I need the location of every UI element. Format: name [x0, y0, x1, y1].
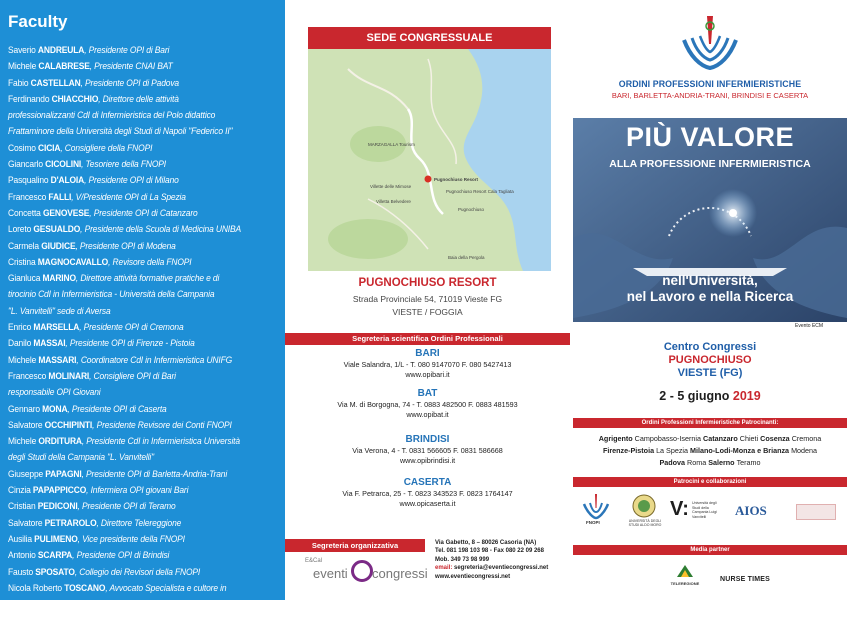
- faculty-role: , Presidente OPI di Firenze - Pistoia: [65, 338, 195, 349]
- faculty-first-name: Loreto: [8, 224, 34, 235]
- faculty-member: [8, 547, 284, 563]
- faculty-member: [8, 384, 284, 400]
- map-label-resort: Pugnochiuso Resort: [434, 177, 479, 182]
- middle-panel: [285, 0, 570, 600]
- patron-name: Chieti: [739, 434, 761, 443]
- resort-address: Strada Provinciale 54, 71019 Vieste FG: [352, 294, 503, 304]
- faculty-role: "L. Vanvitelli" sede di Aversa: [8, 305, 111, 316]
- logo-circle-icon: [351, 560, 373, 582]
- faculty-member: [8, 515, 284, 531]
- nurse-times-logo: [720, 568, 780, 584]
- office-address: Via F. Petrarca, 25 - T. 0823 343523 F. 0823 1764147: [342, 489, 513, 498]
- faculty-role: , Vice presidente della FNOPI: [77, 533, 185, 544]
- faculty-member: [8, 172, 284, 188]
- faculty-first-name: Michele: [8, 436, 39, 447]
- faculty-member: [8, 221, 284, 237]
- faculty-first-name: Cristian: [8, 501, 38, 512]
- faculty-member: [8, 107, 284, 123]
- map-label-baia: Baia della Pergola: [448, 255, 485, 260]
- faculty-role: , Direttore Telereggione: [96, 517, 182, 528]
- media-partner-title: Media partner: [573, 545, 847, 555]
- faculty-first-name: Concetta: [8, 207, 43, 218]
- faculty-first-name: Michele: [8, 61, 39, 72]
- patron-name: Milano-Lodi-Monza e Brianza: [690, 446, 792, 455]
- aios-logo: [735, 502, 779, 522]
- faculty-first-name: Gianluca: [8, 273, 43, 284]
- org-email-label: email:: [435, 565, 453, 572]
- faculty-last-name: CALABRESE: [38, 61, 90, 72]
- venue-map: [308, 49, 551, 271]
- office-bat: [285, 387, 570, 420]
- office-address: Via Verona, 4 - T. 0831 566605 F. 0831 586668: [352, 446, 503, 455]
- fnopi-caption: FNOPI: [586, 520, 600, 525]
- faculty-first-name: Ferdinando: [8, 93, 52, 104]
- faculty-member: [8, 531, 284, 547]
- faculty-role: diritto del lavoro UNIBA: [8, 599, 93, 610]
- faculty-first-name: Francesco: [8, 191, 49, 202]
- patron-name: Campobasso-Isernia: [634, 434, 703, 443]
- faculty-last-name: ANDREULA: [37, 45, 85, 55]
- faculty-last-name: PETRAROLO: [44, 517, 97, 528]
- congress-place: PUGNOCHIUSO: [668, 354, 752, 366]
- patron-name: Teramo: [736, 458, 761, 467]
- faculty-member: [8, 140, 284, 156]
- faculty-last-name: MONA: [42, 403, 68, 414]
- faculty-last-name: CHIACCHIO: [51, 93, 99, 104]
- faculty-role: , Presidente OPI di Brindisi: [72, 550, 170, 561]
- uniba-seal-icon: [632, 494, 656, 518]
- faculty-first-name: Giuseppe: [8, 468, 46, 479]
- faculty-member: [8, 91, 284, 107]
- patron-name: Salerno: [708, 458, 737, 467]
- faculty-last-name: MASSARI: [38, 354, 77, 365]
- faculty-role: , Presidente OPI di Padova: [80, 77, 180, 88]
- office-website[interactable]: www.opibari.it: [405, 370, 450, 379]
- office-city: BRINDISI: [405, 434, 450, 445]
- patron-name: Firenze-Pistoia: [602, 446, 657, 455]
- faculty-role: , Collegio dei Revisori della FNOPI: [74, 566, 201, 577]
- event-dates: [570, 389, 850, 403]
- faculty-role: , Consigliere OPI di Bari: [89, 370, 176, 381]
- faculty-first-name: Carmela: [8, 240, 42, 251]
- aios-text: AIOS: [735, 503, 767, 518]
- partner-logo-pink: [796, 504, 836, 520]
- faculty-role: professionalizzanti CdI di Infermieristica del Polo didattico: [8, 110, 216, 121]
- faculty-first-name: Danilo: [8, 338, 34, 349]
- faculty-role: , Comitato Centrale della FNOPI: [86, 615, 204, 626]
- faculty-role: , Presidente Revisore dei Conti FNOPI: [92, 419, 232, 430]
- faculty-last-name: SCARPA: [37, 550, 73, 561]
- patron-name: La Spezia: [656, 446, 691, 455]
- patron-name: Agrigento: [598, 434, 635, 443]
- office-city: CASERTA: [403, 477, 452, 488]
- faculty-last-name: MOLINARI: [48, 370, 90, 381]
- faculty-member: [8, 270, 284, 286]
- eventi-congressi-logo: [301, 556, 428, 592]
- faculty-member: [8, 254, 284, 270]
- faculty-last-name: MAGNOCAVALLO: [37, 256, 109, 267]
- faculty-first-name: Cinzia: [8, 485, 33, 496]
- event-days: 2 - 5 giugno: [659, 389, 733, 403]
- faculty-last-name: MASSAI: [33, 338, 66, 349]
- org-email[interactable]: segreteria@eventiecongressi.net: [452, 565, 549, 572]
- faculty-member: [8, 498, 284, 514]
- faculty-last-name: TOSCANO: [64, 582, 106, 593]
- patron-name: Padova: [659, 458, 688, 467]
- faculty-member: [8, 612, 284, 628]
- faculty-member: [8, 564, 284, 580]
- faculty-last-name: PAPAPPICCO: [32, 485, 87, 496]
- uniba-logo: [628, 494, 662, 528]
- office-bari: [285, 347, 570, 380]
- faculty-role: , Presidente OPI di Modena: [75, 240, 176, 251]
- faculty-first-name: Francesco: [8, 370, 49, 381]
- uniba-caption: UNIVERSITÀ DEGLI STUDI ALDO MORO: [628, 519, 662, 527]
- faculty-last-name: GIUDICE: [41, 240, 76, 251]
- map-label-pugnochiuso: Pugnochiuso: [458, 207, 485, 212]
- faculty-first-name: Giancarlo: [8, 159, 46, 170]
- collaborations-title: Patrocini e collaborazioni: [573, 477, 847, 487]
- faculty-member: [8, 466, 284, 482]
- faculty-role: , Revisore della FNOPI: [108, 256, 192, 267]
- faculty-first-name: Nicola Roberto: [8, 582, 65, 593]
- office-city: BARI: [415, 348, 440, 359]
- faculty-first-name: Fausto: [8, 566, 36, 577]
- patron-name: Catanzaro: [703, 434, 740, 443]
- faculty-list: [8, 42, 285, 629]
- faculty-panel: [0, 0, 285, 626]
- faculty-first-name: Salvatore: [8, 419, 45, 430]
- faculty-member: [8, 238, 284, 254]
- faculty-first-name: Antonio: [8, 550, 38, 561]
- faculty-member: [8, 335, 284, 351]
- office-address: Viale Salandra, 1/L - T. 080 9147070 F. 080 5427413: [343, 360, 512, 369]
- faculty-role: , Coordinatore CdI in Infermieristica UNIFG: [76, 354, 233, 365]
- faculty-last-name: CICOLINI: [45, 159, 82, 170]
- office-brindisi: [285, 433, 570, 466]
- faculty-first-name: Cristina: [8, 256, 38, 267]
- patrons-line: [570, 458, 850, 467]
- faculty-role: , Presidente OPI di Caserta: [67, 403, 167, 414]
- hero-title: PIÙ VALORE: [625, 122, 794, 152]
- faculty-last-name: VALLICELLA: [35, 615, 87, 626]
- map-label-villette: Villette delle Mimose: [370, 184, 412, 189]
- faculty-first-name: Pasqualino: [8, 175, 51, 186]
- faculty-role: responsabile OPI Giovani: [8, 387, 101, 398]
- faculty-last-name: ORDITURA: [38, 436, 82, 447]
- patrons-title: Ordini Professioni Infermieristiche Patrocinanti:: [573, 418, 847, 428]
- faculty-first-name: Gennaro: [8, 403, 43, 414]
- faculty-last-name: OCCHIPINTI: [44, 419, 93, 430]
- faculty-member: [8, 75, 284, 91]
- patron-name: Modena: [791, 446, 818, 455]
- faculty-role: , Direttore delle attività: [98, 93, 179, 104]
- office-city: BAT: [417, 388, 438, 399]
- faculty-member: [8, 580, 284, 596]
- hero-banner: [573, 118, 847, 322]
- faculty-member: [8, 319, 284, 335]
- faculty-last-name: PEDICONI: [37, 501, 78, 512]
- faculty-role: , Presidente OPI di Barletta-Andria-Trani: [81, 468, 228, 479]
- fnopi-logo: [580, 494, 612, 526]
- resort-pin-icon: [425, 176, 432, 183]
- logo-congressi-text: congressi: [372, 566, 428, 581]
- faculty-role: , Presidente OPI di Bari: [84, 45, 170, 55]
- faculty-member: [8, 189, 284, 205]
- faculty-member: [8, 286, 284, 302]
- faculty-last-name: D'ALOIA: [50, 175, 85, 186]
- office-website[interactable]: www.opicaserta.it: [399, 499, 456, 508]
- fnopi-emblem-icon: [580, 494, 612, 520]
- faculty-member: [8, 596, 284, 612]
- congress-city: VIESTE (FG): [677, 367, 743, 379]
- map-label-marzagalla: MARZAGALLA Tourism: [368, 142, 415, 147]
- patron-name: Cremona: [791, 434, 822, 443]
- organizing-info: [435, 539, 548, 581]
- faculty-role: , Presidente CdI in Infermieristica Università: [81, 436, 240, 447]
- faculty-role: , Presidente OPI di Catanzaro: [89, 207, 198, 218]
- faculty-member: [8, 368, 284, 384]
- office-website[interactable]: www.opibrindisi.it: [399, 456, 456, 465]
- faculty-last-name: MARINO: [42, 273, 76, 284]
- faculty-first-name: Michele: [8, 354, 39, 365]
- resort-city: VIESTE / FOGGIA: [392, 307, 463, 317]
- faculty-last-name: PULIMENO: [34, 533, 78, 544]
- faculty-last-name: FALLI: [48, 191, 72, 202]
- faculty-last-name: PAPAGNI: [45, 468, 82, 479]
- org-website[interactable]: www.eventiecongressi.net: [435, 573, 511, 580]
- map-label-villetta: Villetta Belvedere: [376, 199, 411, 204]
- patrons-line: [570, 434, 850, 443]
- map-label-cala: Pugnochiuso Resort Cala Tagliata: [446, 189, 514, 194]
- ecm-label: Evento ECM: [795, 323, 824, 329]
- faculty-first-name: Ausilia: [8, 533, 35, 544]
- teleregione-logo: [666, 563, 704, 591]
- org-title: ORDINI PROFESSIONI INFERMIERISTICHE: [618, 79, 802, 89]
- faculty-member: [8, 205, 284, 221]
- faculty-member: [8, 401, 284, 417]
- faculty-first-name: Saverio: [8, 45, 38, 55]
- faculty-last-name: CICIA: [38, 142, 61, 153]
- faculty-role: , Presidente OPI di Milano: [84, 175, 179, 186]
- org-address: Via Gabetto, 8 – 80026 Casoria (NA): [435, 540, 537, 546]
- nurse-times-text: NURSE TIMES: [720, 576, 771, 583]
- faculty-role: , V/Presidente OPI di La Spezia: [71, 191, 186, 202]
- vanvitelli-caption: Università degli Studi della Campania Luigi Vanvitelli: [692, 501, 717, 519]
- faculty-last-name: MARSELLA: [33, 322, 80, 333]
- office-address: Via M. di Borgogna, 74 - T. 0883 482500 F. 0883 481593: [337, 400, 518, 409]
- patron-name: Roma: [687, 458, 709, 467]
- office-caserta: [285, 476, 570, 509]
- faculty-member: [8, 433, 284, 449]
- faculty-member: [8, 417, 284, 433]
- right-panel: [570, 0, 850, 600]
- faculty-role: , Presidente della Scuola di Medicina UNIBA: [80, 224, 242, 235]
- org-mobile: Mob. 349 73 98 999: [435, 556, 490, 563]
- faculty-role: , Infermiera OPI giovani Bari: [86, 485, 189, 496]
- faculty-first-name: Fabio: [8, 77, 31, 88]
- hero-line-work-research: nel Lavoro e nella Ricerca: [626, 289, 794, 304]
- faculty-role: , Tesoriere della FNOPI: [81, 159, 166, 170]
- hero-line-university: nell'Università,: [662, 273, 758, 288]
- faculty-last-name: GENOVESE: [42, 207, 90, 218]
- faculty-last-name: SPOSATO: [35, 566, 75, 577]
- faculty-member: [8, 352, 284, 368]
- opi-emblem-icon: [678, 14, 742, 70]
- patron-name: Cosenza: [760, 434, 792, 443]
- faculty-first-name: Salvatore: [8, 517, 45, 528]
- ecal-label: E&Cal: [305, 558, 323, 564]
- faculty-role: , Avvocato Specialista e cultore in: [105, 582, 227, 593]
- organizing-secretariat-title: Segreteria organizzativa: [285, 539, 425, 552]
- faculty-role: , Direttore attività formative pratiche e di: [75, 273, 220, 284]
- logo-eventi-text: eventi: [313, 566, 348, 581]
- faculty-first-name: Cosimo: [8, 142, 39, 153]
- faculty-first-name: Franco: [8, 615, 36, 626]
- faculty-role: , Consigliere della FNOPI: [60, 142, 153, 153]
- resort-name: PUGNOCHIUSO RESORT: [358, 277, 497, 289]
- faculty-last-name: GESUALDO: [33, 224, 81, 235]
- teleregione-caption: TELEREGIONE: [670, 581, 700, 586]
- faculty-title: Faculty: [8, 12, 68, 31]
- faculty-member: [8, 58, 284, 74]
- org-email-line: [435, 564, 548, 572]
- faculty-role: tirocinio CdI in Infermieristica - Università della Campania: [8, 289, 215, 300]
- faculty-role: Frattaminore della Università degli Studi di Napoli "Federico II": [8, 126, 233, 137]
- org-subtitle: BARI, BARLETTA-ANDRIA-TRANI, BRINDISI E CASERTA: [611, 91, 809, 100]
- event-year: 2019: [732, 389, 761, 403]
- faculty-member: [8, 123, 284, 139]
- faculty-member: [8, 449, 284, 465]
- patrons-line: [570, 446, 850, 455]
- faculty-role: , Presidente CNAI BAT: [89, 61, 173, 72]
- faculty-member: [8, 156, 284, 172]
- faculty-member: [8, 42, 284, 58]
- teleregione-emblem-icon: [675, 563, 695, 579]
- congress-center: Centro Congressi: [663, 341, 757, 353]
- faculty-role: degli Studi della Campania "L. Vanvitelli": [8, 452, 155, 463]
- hero-subtitle: ALLA PROFESSIONE INFERMIERISTICA: [609, 158, 811, 170]
- faculty-member: [8, 303, 284, 319]
- faculty-member: [8, 482, 284, 498]
- scientific-secretariat-title: Segreteria scientifica Ordini Professionali: [285, 333, 570, 345]
- faculty-last-name: CASTELLAN: [30, 77, 81, 88]
- office-website[interactable]: www.opibat.it: [406, 410, 449, 419]
- vanvitelli-v-icon: V:: [670, 498, 689, 520]
- vanvitelli-logo: [670, 498, 722, 524]
- faculty-role: , Presidente OPI di Teramo: [77, 501, 176, 512]
- faculty-first-name: Enrico: [8, 322, 34, 333]
- map-graphic: [308, 49, 551, 271]
- org-phone: Tel. 081 198 103 98 - Fax 080 22 09 268: [435, 548, 544, 555]
- faculty-role: , Presidente OPI di Cremona: [79, 322, 184, 333]
- venue-section-title: SEDE CONGRESSUALE: [308, 27, 551, 49]
